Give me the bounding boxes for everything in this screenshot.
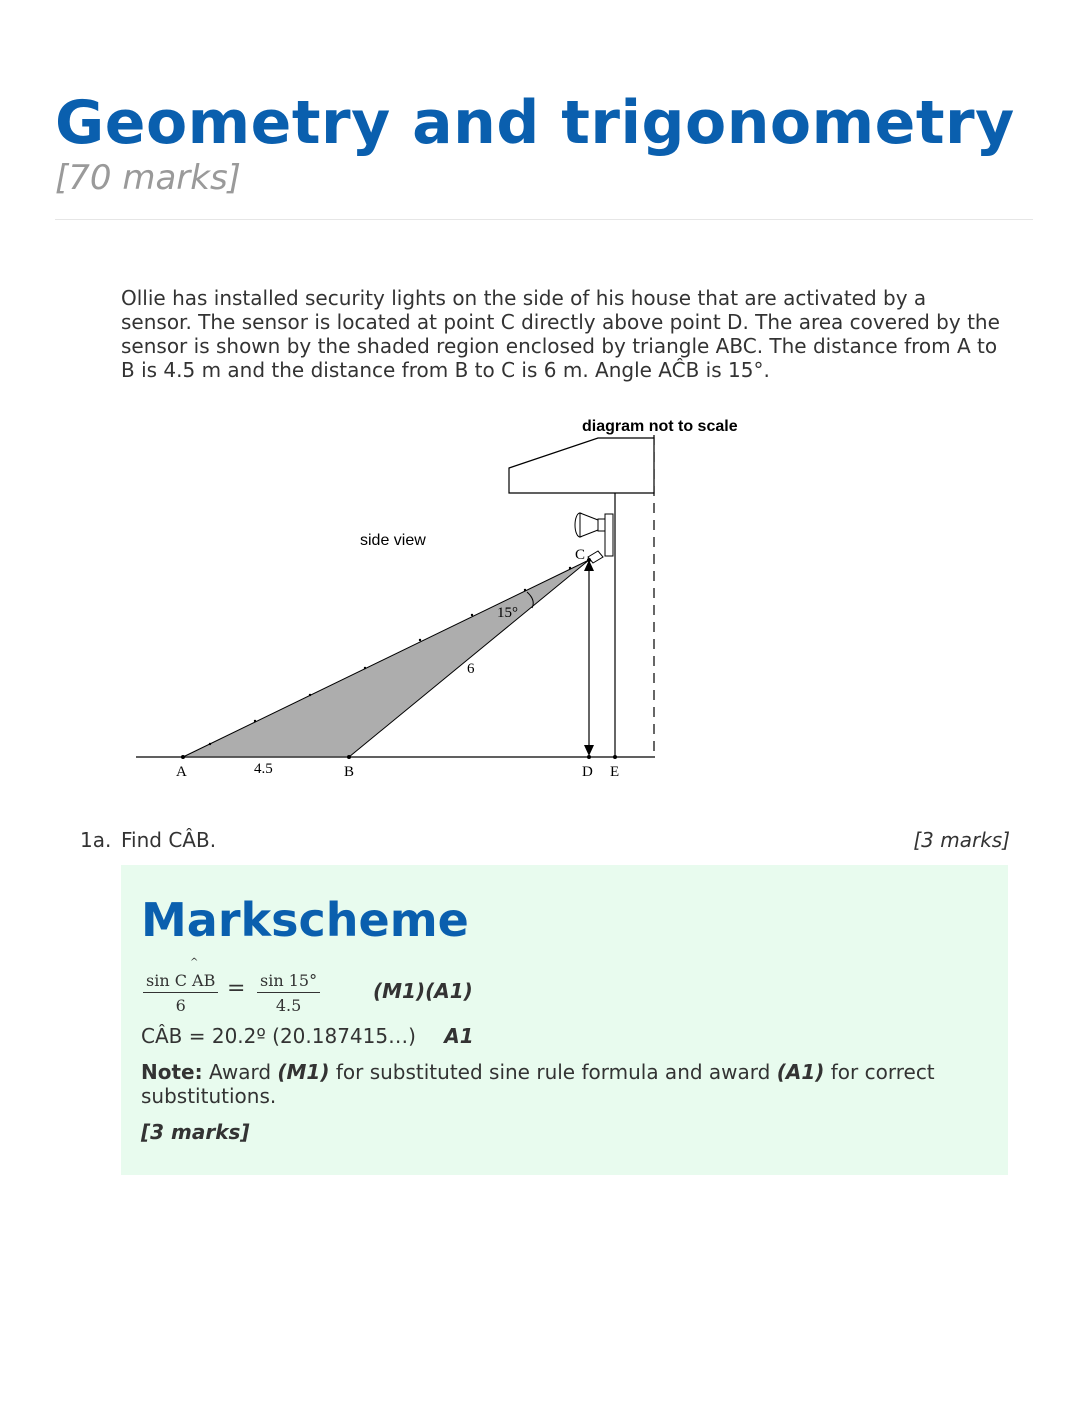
markscheme-total: [3 marks] xyxy=(141,1120,250,1144)
question-intro: Ollie has installed security lights on the side of his house that are activated by a sensor. The sensor is located at point C directly above point D. The area covered by the sensor is shown by the shaded region enclosed by triangle ABC. The distance from A to B is 4.5 m and the distance from B to C is 6 m. Angle AĈB is 15°. xyxy=(121,286,1000,382)
note-text-3: for correct substitutions. xyxy=(141,1060,935,1108)
point-d-label: D xyxy=(582,764,593,780)
arrow-head-down xyxy=(584,745,594,756)
note-code-a1: (A1) xyxy=(776,1060,825,1084)
fraction-right-numerator: sin 15° xyxy=(257,971,320,993)
answer-text: CÂB = 20.2º (20.187415…) xyxy=(141,1024,416,1048)
marking-note xyxy=(141,1060,981,1108)
bc-length-label: 6 xyxy=(467,661,475,677)
angle-label: 15° xyxy=(497,605,518,621)
point-e-label: E xyxy=(610,764,620,780)
equals-sign: = xyxy=(227,976,246,1001)
point-c-label: C xyxy=(575,547,586,563)
side-view-label: side view xyxy=(360,532,426,549)
point-e-dot xyxy=(613,755,617,759)
note-text-2: for substituted sine rule formula and award xyxy=(329,1060,777,1084)
markscheme-title: Markscheme xyxy=(141,893,469,947)
question-number: 1a. xyxy=(80,828,112,852)
note-text-1: Award xyxy=(202,1060,278,1084)
house-roof xyxy=(509,438,654,493)
answer-line xyxy=(141,1024,474,1048)
total-marks: [70 marks] xyxy=(55,158,241,198)
answer-mark-code: A1 xyxy=(444,1024,474,1048)
point-c-dot xyxy=(587,558,591,562)
fraction-right-denominator: 4.5 xyxy=(275,996,302,1015)
header-divider xyxy=(55,219,1033,220)
sine-fraction-left xyxy=(143,971,218,1015)
sine-fraction-right xyxy=(257,971,320,1015)
point-b-label: B xyxy=(344,764,355,780)
mark-codes-line1: (M1)(A1) xyxy=(373,979,473,1003)
question-text: Find CÂB. xyxy=(121,828,217,852)
question-marks: [3 marks] xyxy=(913,828,1010,852)
point-a-dot xyxy=(181,755,185,759)
note-label: Note: xyxy=(141,1060,203,1084)
point-a-label: A xyxy=(176,764,187,780)
diagram-note: diagram not to scale xyxy=(582,418,738,435)
fraction-left-numerator: sin C AB xyxy=(143,971,218,993)
sensor-coverage-triangle xyxy=(183,560,589,757)
markscheme-box xyxy=(121,865,1008,1175)
angle-hat: ^ xyxy=(190,957,199,968)
note-code-m1: (M1) xyxy=(277,1060,330,1084)
point-d-dot xyxy=(587,755,591,759)
ab-length-label: 4.5 xyxy=(254,761,273,777)
security-light-diagram xyxy=(120,410,780,790)
point-b-dot xyxy=(347,755,351,759)
fraction-left-denominator: 6 xyxy=(175,996,186,1015)
page-title: Geometry and trigonometry xyxy=(55,88,1015,158)
